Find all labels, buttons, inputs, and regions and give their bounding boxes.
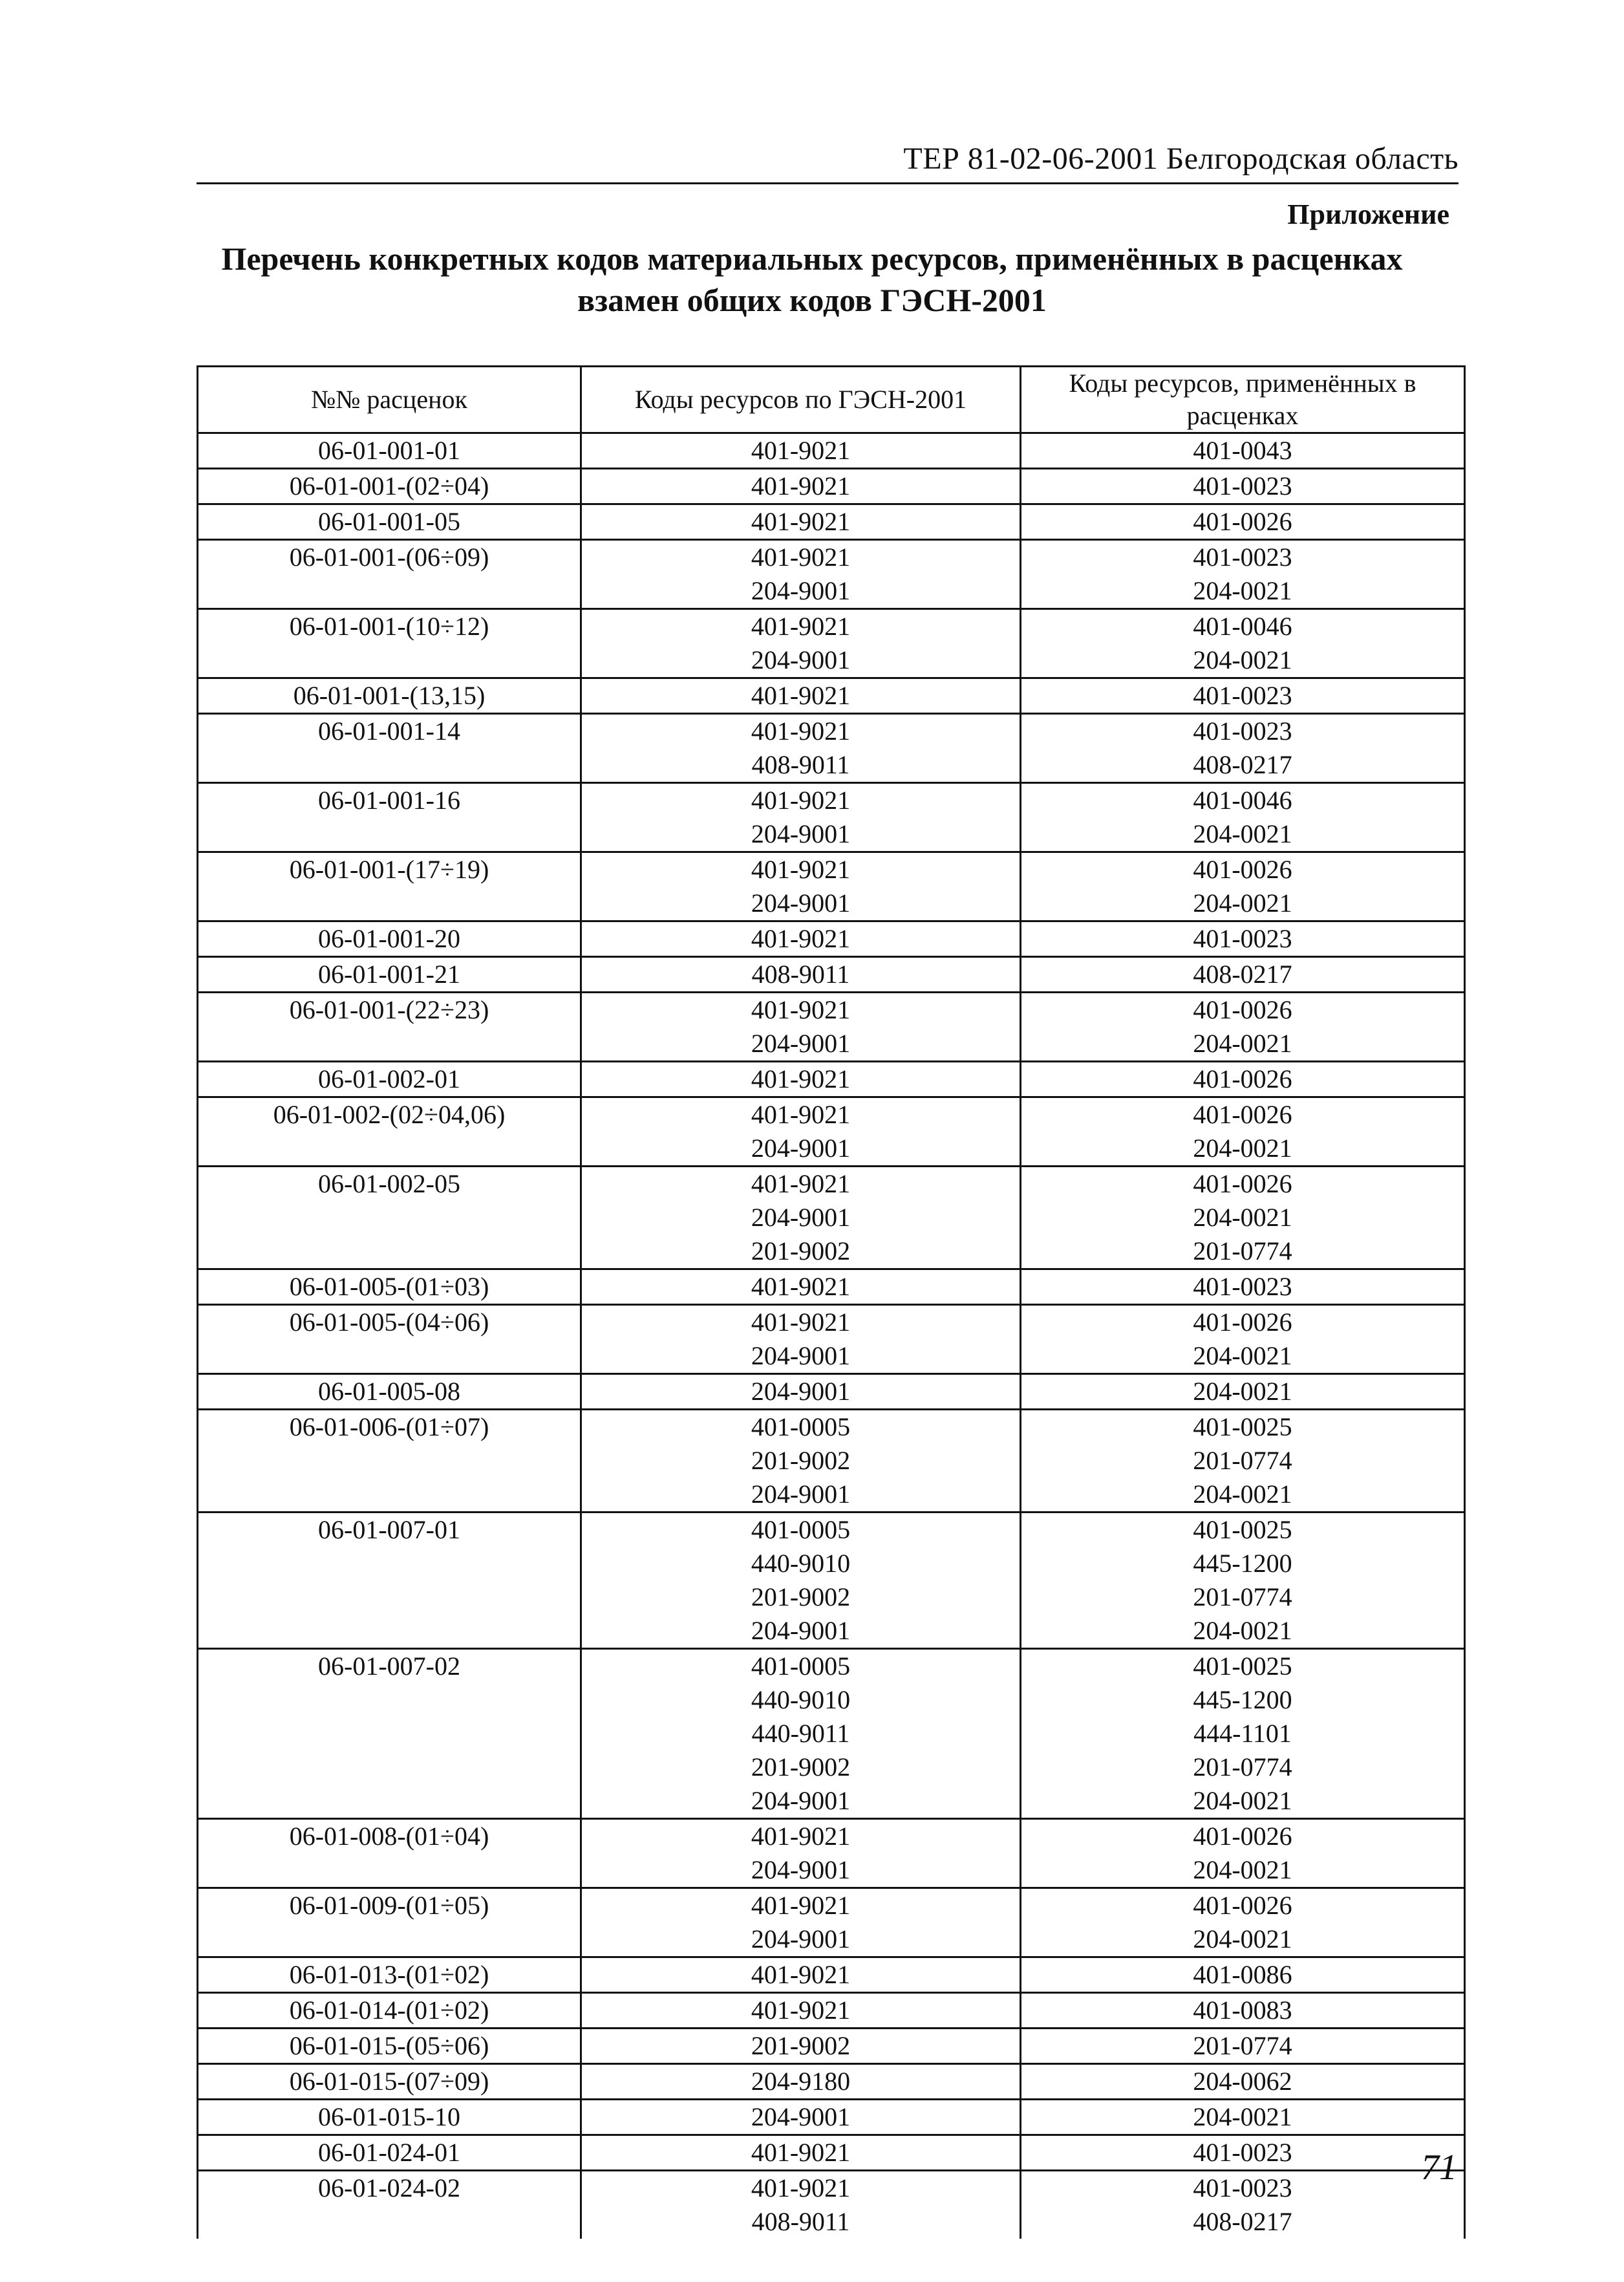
table-row: [198, 1478, 1465, 1512]
table-row: [198, 748, 1465, 783]
gesn-code-cell: 408-9011: [581, 2205, 1021, 2239]
rate-number-cell: 06-01-002-01: [198, 1062, 581, 1097]
table-row: [198, 574, 1465, 609]
rate-number-cell: [198, 1853, 581, 1888]
applied-code-cell: 401-0086: [1021, 1957, 1465, 1993]
table-row: [198, 852, 1465, 887]
rate-number-cell: [198, 1784, 581, 1819]
table-row: [198, 433, 1465, 469]
table-row: [198, 540, 1465, 575]
rate-number-cell: [198, 1027, 581, 1062]
applied-code-cell: 204-0021: [1021, 1132, 1465, 1167]
rate-number-cell: [198, 574, 581, 609]
rate-number-cell: [198, 748, 581, 783]
gesn-code-cell: 401-9021: [581, 1993, 1021, 2029]
rate-number-cell: 06-01-001-(13,15): [198, 678, 581, 714]
rate-number-cell: 06-01-001-20: [198, 921, 581, 957]
table-row: [198, 1750, 1465, 1784]
applied-code-cell: 401-0025: [1021, 1512, 1465, 1547]
applied-code-cell: 204-0021: [1021, 574, 1465, 609]
table-row: [198, 1305, 1465, 1340]
applied-code-cell: 401-0023: [1021, 469, 1465, 504]
gesn-code-cell: 401-9021: [581, 433, 1021, 469]
gesn-code-cell: 401-9021: [581, 1269, 1021, 1305]
table-row: [198, 1580, 1465, 1614]
rate-number-cell: [198, 643, 581, 678]
gesn-code-cell: 204-9001: [581, 643, 1021, 678]
rate-number-cell: 06-01-013-(01÷02): [198, 1957, 581, 1993]
gesn-code-cell: 401-9021: [581, 2171, 1021, 2206]
rate-number-cell: 06-01-001-05: [198, 504, 581, 540]
table-row: [198, 783, 1465, 818]
rate-number-cell: 06-01-007-02: [198, 1649, 581, 1684]
gesn-code-cell: 204-9001: [581, 887, 1021, 921]
rate-number-cell: [198, 817, 581, 852]
applied-code-cell: 408-0217: [1021, 2205, 1465, 2239]
gesn-code-cell: 204-9001: [581, 574, 1021, 609]
gesn-code-cell: 204-9001: [581, 1374, 1021, 1410]
applied-code-cell: 204-0021: [1021, 1614, 1465, 1649]
column-header-rate-number: №№ расценок: [198, 367, 581, 433]
applied-code-cell: 401-0026: [1021, 1819, 1465, 1854]
table-row: [198, 887, 1465, 921]
rate-number-cell: 06-01-002-(02÷04,06): [198, 1097, 581, 1132]
gesn-code-cell: 204-9180: [581, 2064, 1021, 2100]
gesn-code-cell: 401-9021: [581, 504, 1021, 540]
table-body: [198, 433, 1465, 2239]
applied-code-cell: 445-1200: [1021, 1683, 1465, 1717]
rate-number-cell: 06-01-005-(01÷03): [198, 1269, 581, 1305]
applied-code-cell: 408-0217: [1021, 957, 1465, 993]
gesn-code-cell: 401-9021: [581, 852, 1021, 887]
table-row: [198, 2135, 1465, 2171]
gesn-code-cell: 401-9021: [581, 783, 1021, 818]
table-row: [198, 1374, 1465, 1410]
gesn-code-cell: 204-9001: [581, 1784, 1021, 1819]
rate-number-cell: [198, 1580, 581, 1614]
gesn-code-cell: 401-9021: [581, 714, 1021, 749]
rate-number-cell: 06-01-001-(10÷12): [198, 609, 581, 644]
applied-code-cell: 204-0021: [1021, 1784, 1465, 1819]
table-row: [198, 1957, 1465, 1993]
gesn-code-cell: 401-9021: [581, 993, 1021, 1028]
rate-number-cell: 06-01-014-(01÷02): [198, 1993, 581, 2029]
rate-number-cell: 06-01-001-(22÷23): [198, 993, 581, 1028]
applied-code-cell: 401-0046: [1021, 609, 1465, 644]
page-title: [194, 238, 1430, 321]
applied-code-cell: 204-0021: [1021, 1478, 1465, 1512]
applied-code-cell: 204-0021: [1021, 643, 1465, 678]
table-row: [198, 1512, 1465, 1547]
rate-number-cell: [198, 2205, 581, 2239]
resource-codes-table: [197, 365, 1466, 2239]
applied-code-cell: 401-0083: [1021, 1993, 1465, 2029]
appendix-label: Приложение: [1287, 199, 1449, 230]
table-row: [198, 2205, 1465, 2239]
rate-number-cell: [198, 1132, 581, 1167]
rate-number-cell: 06-01-001-16: [198, 783, 581, 818]
gesn-code-cell: 401-0005: [581, 1410, 1021, 1445]
gesn-code-cell: 401-9021: [581, 1062, 1021, 1097]
gesn-code-cell: 401-9021: [581, 2135, 1021, 2171]
table-row: [198, 1784, 1465, 1819]
gesn-code-cell: 201-9002: [581, 1580, 1021, 1614]
rate-number-cell: 06-01-015-(07÷09): [198, 2064, 581, 2100]
gesn-code-cell: 204-9001: [581, 1027, 1021, 1062]
applied-code-cell: 204-0021: [1021, 1374, 1465, 1410]
table-row: [198, 1993, 1465, 2029]
gesn-code-cell: 204-9001: [581, 2100, 1021, 2135]
table-row: [198, 1649, 1465, 1684]
gesn-code-cell: 401-9021: [581, 540, 1021, 575]
rate-number-cell: [198, 1717, 581, 1750]
gesn-code-cell: 204-9001: [581, 1201, 1021, 1234]
gesn-code-cell: 201-9002: [581, 1750, 1021, 1784]
table-row: [198, 817, 1465, 852]
rate-number-cell: [198, 1922, 581, 1957]
table-row: [198, 1097, 1465, 1132]
applied-code-cell: 201-0774: [1021, 1750, 1465, 1784]
gesn-code-cell: 204-9001: [581, 1614, 1021, 1649]
rate-number-cell: 06-01-015-10: [198, 2100, 581, 2135]
rate-number-cell: [198, 1234, 581, 1269]
applied-code-cell: 444-1101: [1021, 1717, 1465, 1750]
table-row: [198, 1167, 1465, 1201]
applied-code-cell: 401-0046: [1021, 783, 1465, 818]
table-row: [198, 1027, 1465, 1062]
applied-code-cell: 204-0021: [1021, 2100, 1465, 2135]
gesn-code-cell: 401-9021: [581, 469, 1021, 504]
rate-number-cell: [198, 1478, 581, 1512]
table-row: [198, 1819, 1465, 1854]
applied-code-cell: 204-0021: [1021, 1201, 1465, 1234]
rate-number-cell: 06-01-006-(01÷07): [198, 1410, 581, 1445]
rate-number-cell: 06-01-024-02: [198, 2171, 581, 2206]
rate-number-cell: [198, 1339, 581, 1374]
table-header-row: [198, 367, 1465, 433]
applied-code-cell: 401-0026: [1021, 1305, 1465, 1340]
applied-code-cell: 401-0026: [1021, 504, 1465, 540]
table-row: [198, 1717, 1465, 1750]
rate-number-cell: [198, 1444, 581, 1478]
applied-code-cell: 204-0021: [1021, 887, 1465, 921]
table-row: [198, 678, 1465, 714]
document-header: ТЕР 81-02-06-2001 Белгородская область: [903, 142, 1458, 176]
applied-code-cell: 401-0026: [1021, 993, 1465, 1028]
rate-number-cell: 06-01-001-(06÷09): [198, 540, 581, 575]
rate-number-cell: [198, 1683, 581, 1717]
table-row: [198, 1269, 1465, 1305]
table-row: [198, 2029, 1465, 2064]
gesn-code-cell: 401-9021: [581, 1097, 1021, 1132]
applied-code-cell: 401-0026: [1021, 1062, 1465, 1097]
table-row: [198, 1888, 1465, 1923]
applied-code-cell: 401-0023: [1021, 2171, 1465, 2206]
rate-number-cell: 06-01-001-01: [198, 433, 581, 469]
header-rule: [197, 182, 1458, 184]
table-row: [198, 714, 1465, 749]
rate-number-cell: 06-01-005-08: [198, 1374, 581, 1410]
applied-code-cell: 401-0023: [1021, 714, 1465, 749]
gesn-code-cell: 401-9021: [581, 609, 1021, 644]
rate-number-cell: 06-01-001-14: [198, 714, 581, 749]
rate-number-cell: 06-01-002-05: [198, 1167, 581, 1201]
applied-code-cell: 401-0023: [1021, 2135, 1465, 2171]
table-row: [198, 1853, 1465, 1888]
gesn-code-cell: 204-9001: [581, 1478, 1021, 1512]
applied-code-cell: 201-0774: [1021, 1444, 1465, 1478]
gesn-code-cell: 401-9021: [581, 1819, 1021, 1854]
gesn-code-cell: 401-0005: [581, 1649, 1021, 1684]
rate-number-cell: 06-01-009-(01÷05): [198, 1888, 581, 1923]
rate-number-cell: 06-01-001-21: [198, 957, 581, 993]
applied-code-cell: 401-0025: [1021, 1410, 1465, 1445]
applied-code-cell: 401-0026: [1021, 1167, 1465, 1201]
applied-code-cell: 445-1200: [1021, 1547, 1465, 1580]
gesn-code-cell: 204-9001: [581, 1853, 1021, 1888]
applied-code-cell: 204-0021: [1021, 817, 1465, 852]
gesn-code-cell: 401-9021: [581, 1167, 1021, 1201]
applied-code-cell: 401-0023: [1021, 1269, 1465, 1305]
gesn-code-cell: 408-9011: [581, 957, 1021, 993]
applied-code-cell: 201-0774: [1021, 1234, 1465, 1269]
gesn-code-cell: 440-9010: [581, 1683, 1021, 1717]
table-row: [198, 2100, 1465, 2135]
applied-code-cell: 204-0021: [1021, 1853, 1465, 1888]
table-header: [198, 367, 1465, 433]
rate-number-cell: 06-01-001-(02÷04): [198, 469, 581, 504]
gesn-code-cell: 201-9002: [581, 2029, 1021, 2064]
rate-number-cell: 06-01-007-01: [198, 1512, 581, 1547]
applied-code-cell: 204-0021: [1021, 1922, 1465, 1957]
table-row: [198, 1339, 1465, 1374]
gesn-code-cell: 401-9021: [581, 678, 1021, 714]
applied-code-cell: 204-0062: [1021, 2064, 1465, 2100]
table-row: [198, 993, 1465, 1028]
applied-code-cell: 204-0021: [1021, 1027, 1465, 1062]
applied-code-cell: 408-0217: [1021, 748, 1465, 783]
table-row: [198, 1547, 1465, 1580]
gesn-code-cell: 401-9021: [581, 1888, 1021, 1923]
gesn-code-cell: 204-9001: [581, 1922, 1021, 1957]
applied-code-cell: 401-0026: [1021, 852, 1465, 887]
gesn-code-cell: 401-9021: [581, 1305, 1021, 1340]
column-header-applied-codes: Коды ресурсов, применённых в расценках: [1021, 367, 1465, 433]
table-row: [198, 1922, 1465, 1957]
gesn-code-cell: 401-0005: [581, 1512, 1021, 1547]
table-row: [198, 469, 1465, 504]
page-number: 71: [1421, 2147, 1457, 2188]
rate-number-cell: [198, 1750, 581, 1784]
applied-code-cell: 401-0025: [1021, 1649, 1465, 1684]
table-row: [198, 2171, 1465, 2206]
gesn-code-cell: 204-9001: [581, 1132, 1021, 1167]
rate-number-cell: [198, 887, 581, 921]
gesn-code-cell: 204-9001: [581, 817, 1021, 852]
rate-number-cell: [198, 1547, 581, 1580]
rate-number-cell: 06-01-015-(05÷06): [198, 2029, 581, 2064]
applied-code-cell: 201-0774: [1021, 1580, 1465, 1614]
applied-code-cell: 201-0774: [1021, 2029, 1465, 2064]
rate-number-cell: 06-01-005-(04÷06): [198, 1305, 581, 1340]
table-row: [198, 609, 1465, 644]
applied-code-cell: 401-0043: [1021, 433, 1465, 469]
table-row: [198, 1444, 1465, 1478]
gesn-code-cell: 401-9021: [581, 921, 1021, 957]
gesn-code-cell: 201-9002: [581, 1444, 1021, 1478]
rate-number-cell: [198, 1614, 581, 1649]
table-row: [198, 643, 1465, 678]
table-row: [198, 1234, 1465, 1269]
column-header-gesn-codes: Коды ресурсов по ГЭСН-2001: [581, 367, 1021, 433]
applied-code-cell: 401-0026: [1021, 1097, 1465, 1132]
applied-code-cell: 401-0023: [1021, 540, 1465, 575]
table-row: [198, 1614, 1465, 1649]
rate-number-cell: 06-01-024-01: [198, 2135, 581, 2171]
table-row: [198, 1062, 1465, 1097]
applied-code-cell: 401-0023: [1021, 678, 1465, 714]
applied-code-cell: 401-0023: [1021, 921, 1465, 957]
page-title-line-1: Перечень конкретных кодов материальных ресурсов, применённых в расценках: [221, 241, 1403, 277]
table-row: [198, 1132, 1465, 1167]
table-row: [198, 504, 1465, 540]
table-row: [198, 2064, 1465, 2100]
table-row: [198, 921, 1465, 957]
gesn-code-cell: 204-9001: [581, 1339, 1021, 1374]
gesn-code-cell: 440-9010: [581, 1547, 1021, 1580]
gesn-code-cell: 440-9011: [581, 1717, 1021, 1750]
table-row: [198, 957, 1465, 993]
applied-code-cell: 204-0021: [1021, 1339, 1465, 1374]
page-title-line-2: взамен общих кодов ГЭСН-2001: [577, 282, 1047, 318]
rate-number-cell: 06-01-008-(01÷04): [198, 1819, 581, 1854]
applied-code-cell: 401-0026: [1021, 1888, 1465, 1923]
rate-number-cell: [198, 1201, 581, 1234]
table-row: [198, 1201, 1465, 1234]
gesn-code-cell: 408-9011: [581, 748, 1021, 783]
gesn-code-cell: 401-9021: [581, 1957, 1021, 1993]
rate-number-cell: 06-01-001-(17÷19): [198, 852, 581, 887]
table-row: [198, 1410, 1465, 1445]
gesn-code-cell: 201-9002: [581, 1234, 1021, 1269]
table-row: [198, 1683, 1465, 1717]
